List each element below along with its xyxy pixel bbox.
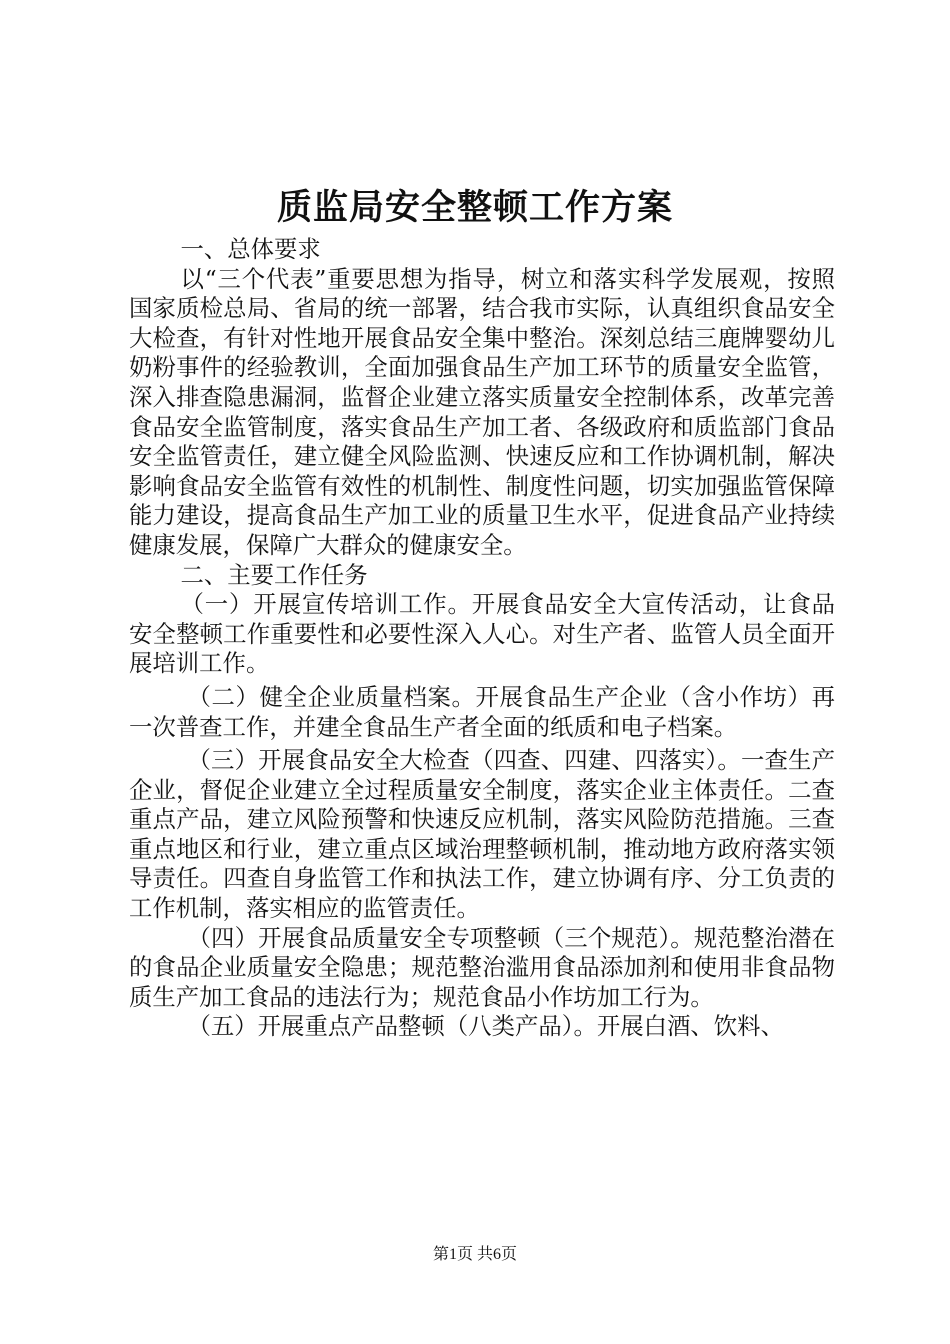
document-body: [129, 235, 835, 1042]
section-heading-main-tasks: 二、主要工作任务: [180, 560, 368, 589]
paragraph-task-5: （五）开展重点产品整顿（八类产品）。开展白酒、饮料、: [187, 1012, 784, 1041]
paragraph-task-3: （三）开展食品安全大检查（四查、四建、四落实）。一查生产企业，督促企业建立全过程质量安全制度，落实企业主体责任。二查重点产品，建立风险预警和快速反应机制，落实风险防范措施。三查重点地区和行业，建立重点区域治理整顿机制，推动地方政府落实领导责任。四查自身监管工作和执法工作，建立协调有序、分工负责的工作机制，落实相应的监管责任。: [129, 746, 835, 923]
section-heading-overall-requirements: 一、总体要求: [180, 235, 321, 263]
page-footer: 第1页 共6页: [432, 1246, 517, 1263]
paragraph-task-2: （二）健全企业质量档案。开展食品生产企业（含小作坊）再一次普查工作，并建全食品生产者全面的纸质和电子档案。: [129, 682, 835, 741]
paragraph-task-1: （一）开展宣传培训工作。开展食品安全大宣传活动，让食品安全整顿工作重要性和必要性深入人心。对生产者、监管人员全面开展培训工作。: [129, 590, 835, 678]
paragraph-overall-requirements: 以“三个代表”重要思想为指导，树立和落实科学发展观，按照国家质检总局、省局的统一部署，结合我市实际，认真组织食品安全大检查，有针对性地开展食品安全集中整治。深刻总结三鹿牌婴幼儿奶粉事件的经验教训，全面加强食品生产加工环节的质量安全监管，深入排查隐患漏洞，监督企业建立落实质量安全控制体系，改革完善食品安全监管制度，落实食品生产加工者、各级政府和质监部门食品安全监管责任，建立健全风险监测、快速反应和工作协调机制，解决影响食品安全监管有效性的机制性、制度性问题，切实加强监管保障能力建设，提高食品生产加工业的质量卫生水平，促进食品产业持续健康发展，保障广大群众的健康安全。: [129, 264, 835, 559]
paragraph-task-4: （四）开展食品质量安全专项整顿（三个规范）。规范整治潜在的食品企业质量安全隐患；规范整治滥用食品添加剂和使用非食品物质生产加工食品的违法行为；规范食品小作坊加工行为。: [129, 923, 835, 1011]
document-title: 质监局安全整顿工作方案: [276, 187, 673, 228]
